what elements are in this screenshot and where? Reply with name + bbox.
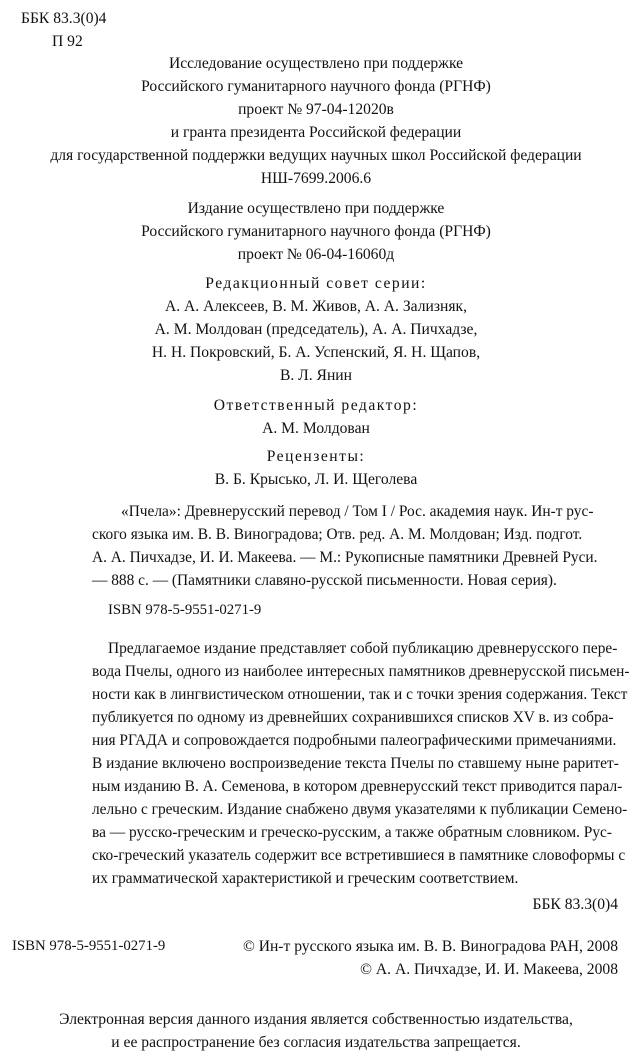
annotation-line: лельно с греческим. Издание снабжено двумя указателями к публикации Семено-	[92, 801, 628, 818]
grant-line: Российского гуманитарного научного фонда (РГНФ)	[141, 78, 491, 95]
grant-line: и гранта президента Российской федерации	[170, 124, 462, 141]
isbn: ISBN 978-5-9551-0271-9	[108, 602, 262, 618]
annotation-line: ва — русско-греческим и греческо-русским, а также обратным словником. Рус-	[92, 824, 612, 841]
reviewers-names: В. Б. Крысько, Л. И. Щеголева	[214, 471, 418, 488]
annotation-line: ско-греческий указатель содержит все встретившиеся в памятнике словоформы с	[92, 847, 626, 864]
electronic-notice-line: и ее распространение без согласия издательства запрещается.	[111, 1034, 521, 1051]
grant-line: НШ-7699.2006.6	[260, 170, 372, 187]
footer-isbn: ISBN 978-5-9551-0271-9	[12, 938, 166, 954]
annotation-line: их грамматической характеристикой и греческим соответствием.	[92, 870, 519, 887]
annotation-line: В издание включено воспроизведение текста Пчелы по ставшему ныне раритет-	[92, 755, 619, 772]
copyright-institute: © Ин-т русского языка им. В. В. Виноградова РАН, 2008	[242, 938, 618, 955]
copyright-authors: © А. А. Пичхадзе, И. И. Макеева, 2008	[360, 961, 618, 978]
grant-line: для государственной поддержки ведущих научных школ Российской федерации	[50, 147, 582, 164]
electronic-notice-line: Электронная версия данного издания является собственностью издательства,	[59, 1011, 573, 1028]
grant-line: проект № 97-04-12020в	[238, 101, 394, 118]
editor-name: А. М. Молдован	[262, 420, 370, 437]
editor-title: Ответственный редактор:	[213, 397, 419, 414]
grant-line: проект № 06-04-16060д	[237, 246, 395, 263]
bib-line: «Пчела»: Древнерусский перевод / Том I / Рос. академия наук. Ин-т рус-	[121, 503, 594, 520]
board-line: Н. Н. Покровский, Б. А. Успенский, Я. Н. Щапов,	[151, 344, 481, 361]
bbk-code: ББК 83.3(0)4	[21, 10, 107, 27]
bbk-code-bottom: ББК 83.3(0)4	[532, 896, 618, 913]
annotation-line: публикуется по одному из древнейших сохранившихся списков XV в. из собра-	[92, 709, 614, 726]
grant-line: Издание осуществлено при поддержке	[187, 200, 445, 217]
grant-line: Российского гуманитарного научного фонда (РГНФ)	[141, 223, 491, 240]
bib-line: ского языка им. В. В. Виноградова; Отв. ред. А. М. Молдован; Изд. подгот.	[92, 526, 583, 543]
bib-line: А. А. Пичхадзе, И. И. Макеева. — М.: Рукописные памятники Древней Руси.	[92, 549, 598, 566]
board-line: А. А. Алексеев, В. М. Живов, А. А. Зализняк,	[164, 298, 468, 315]
annotation-line: ным изданию В. А. Семенова, в котором древнерусский текст приводится парал-	[92, 778, 623, 795]
bib-line: — 888 с. — (Памятники славяно-русской письменности. Новая серия).	[92, 572, 557, 589]
reviewers-title: Рецензенты:	[266, 448, 366, 465]
annotation-line: ния РГАДА и сопровождается подробными палеографическими примечаниями.	[92, 732, 617, 749]
annotation-line: ности как в лингвистическом отношении, так и с точки зрения содержания. Текст	[92, 686, 628, 703]
annotation-line: вода Пчелы, одного из наиболее интересных памятников древнерусской письмен-	[92, 663, 630, 680]
author-index: П 92	[52, 33, 83, 50]
grant-line: Исследование осуществлено при поддержке	[168, 55, 464, 72]
board-title: Редакционный совет серии:	[205, 275, 427, 292]
annotation-line: Предлагаемое издание представляет собой публикацию древнерусского пере-	[108, 640, 618, 657]
board-line: А. М. Молдован (председатель), А. А. Пичхадзе,	[154, 321, 478, 338]
board-line: В. Л. Янин	[279, 367, 352, 384]
